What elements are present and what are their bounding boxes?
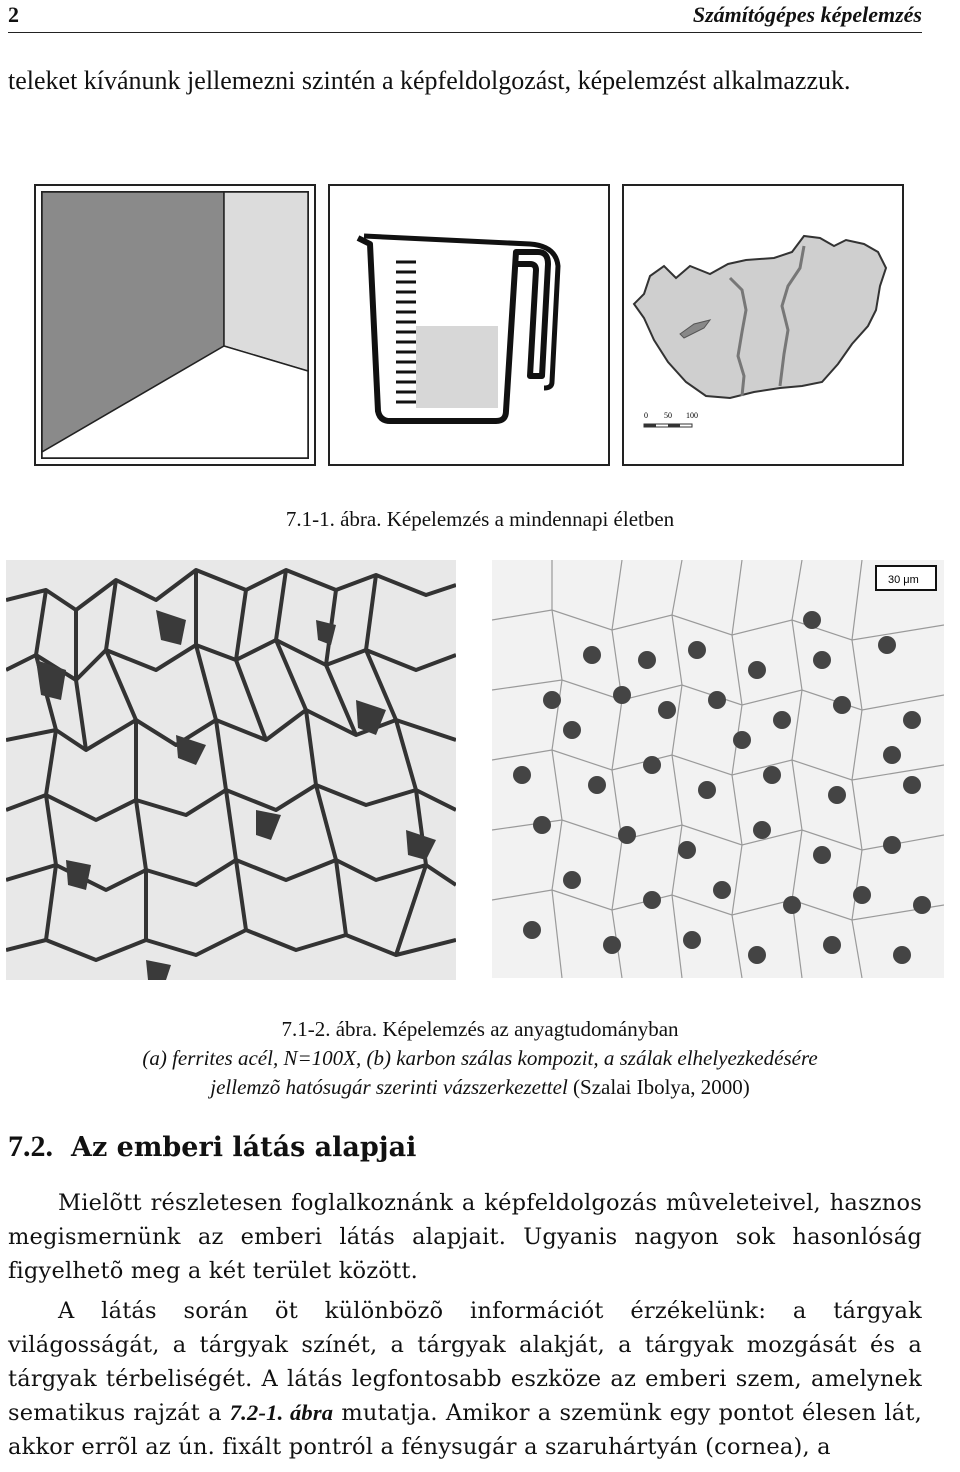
measuring-jug-image [330, 186, 608, 464]
figure-measuring-jug [328, 184, 610, 466]
carbon-composite-micrograph [492, 560, 944, 978]
paragraph-1: Mielõtt részletesen foglalkoznánk a képfeldolgozás mûveleteivel, hasznos megismernünk az emberi látás alapjait. Ugyanis nagyon sok hasonlóság figyelhetõ meg a két terület között. [8, 1190, 922, 1284]
figure2-caption-source: (Szalai Ibolya, 2000) [567, 1075, 750, 1099]
page-number: 2 [8, 2, 19, 27]
map-scale-50: 50 [664, 411, 672, 420]
figure2-caption-italic: jellemzõ hatósugár szerinti vázszerkezettel [210, 1075, 568, 1099]
paragraph-2 [8, 1294, 922, 1464]
figure1-caption: 7.1-1. ábra. Képelemzés a mindennapi életben [285, 507, 675, 531]
section-title: Az emberi látás alapjai [71, 1132, 417, 1163]
figure-hungary-map [622, 184, 904, 466]
header-rule [8, 32, 922, 33]
figure2-caption-line2: (a) ferrites acél, N=100X, (b) karbon szálas kompozit, a szálak elhelyezkedésére [142, 1046, 818, 1070]
room-corner-image [36, 186, 314, 464]
paragraph-2-part2: mutatja. Amikor a szemünk egy pontot élesen lát, akkor errõl az ún. fixált pontról a fénysugár a szaruhártyán (cornea), a [8, 1400, 922, 1460]
map-scale-0: 0 [644, 411, 648, 420]
map-scale-bar [644, 411, 698, 427]
figure-carbon-composite [492, 560, 944, 978]
figure-reference: 7.2-1. ábra [229, 1400, 334, 1425]
jug-graduation-marks [396, 262, 416, 402]
paragraph-2-part1: A látás során öt különbözõ információt érzékelünk: a tárgyak világosságát, a tárgyak színét, a tárgyak alakját, a tárgyak mozgását és a tárgyak térbeliségét. A látás legfontosabb eszköze az emberi szem, amelynek sematikus rajzát a [8, 1298, 922, 1426]
figure2-caption-line3 [0, 1073, 960, 1102]
ferritic-steel-micrograph [6, 560, 456, 980]
map-scale-100: 100 [686, 411, 698, 420]
figure-ferritic-steel [6, 560, 456, 980]
figure-room-corner [34, 184, 316, 466]
scale-label: 30 μm [888, 574, 919, 586]
section-number: 7.2. [8, 1130, 53, 1163]
hungary-map-image [624, 186, 902, 464]
running-title: Számítógépes képelemzés [692, 2, 922, 27]
section-heading [8, 1130, 416, 1164]
intro-paragraph: teleket kívánunk jellemezni szintén a képfeldolgozást, képelemzést alkalmazzuk. [8, 66, 851, 95]
figure2-caption-line1: 7.1-2. ábra. Képelemzés az anyagtudományban [281, 1017, 679, 1041]
